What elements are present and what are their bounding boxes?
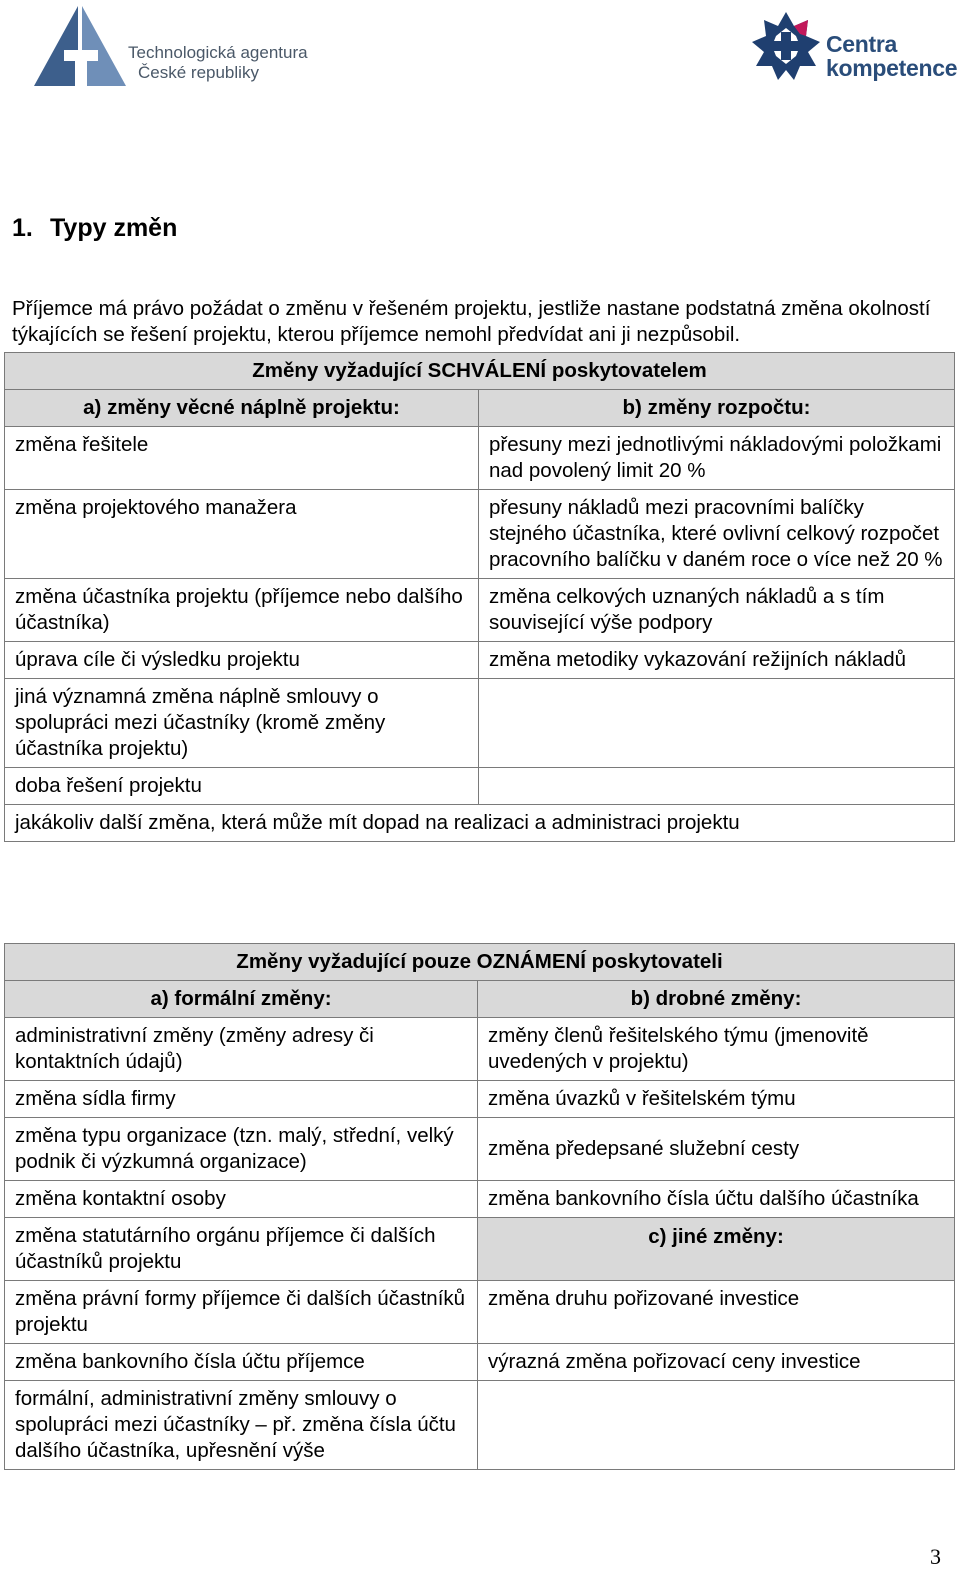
tacr-triangle-logo-icon — [34, 6, 129, 88]
table-row — [5, 1218, 955, 1281]
notice-cell-a: administrativní změny (změny adresy či kontaktních údajů) — [5, 1018, 478, 1081]
section-title: Typy změn — [50, 214, 178, 242]
approval-cell-a: jiná významná změna náplně smlouvy o spolupráci mezi účastníky (kromě změny účastníka projektu) — [5, 679, 479, 768]
tacr-logo-line1: Technologická agentura — [128, 43, 308, 62]
notice-col-b-header: b) drobné změny: — [478, 981, 955, 1018]
notice-cell-b: změna bankovního čísla účtu dalšího účastníka — [478, 1181, 955, 1218]
table-row — [5, 1381, 955, 1470]
table-row — [5, 679, 955, 768]
notice-table-title: Změny vyžadující pouze OZNÁMENÍ poskytovateli — [5, 944, 955, 981]
approval-cell-a: úprava cíle či výsledku projektu — [5, 642, 479, 679]
notice-cell-b: změna úvazků v řešitelském týmu — [478, 1081, 955, 1118]
table-row — [5, 490, 955, 579]
notice-cell-b: výrazná změna pořizovací ceny investice — [478, 1344, 955, 1381]
notice-cell-b: změny členů řešitelského týmu (jmenovitě uvedených v projektu) — [478, 1018, 955, 1081]
approval-table-title: Změny vyžadující SCHVÁLENÍ poskytovatelem — [5, 353, 955, 390]
table-row — [5, 1018, 955, 1081]
intro-paragraph: Příjemce má právo požádat o změnu v řešeném projektu, jestliže nastane podstatná změna okolností týkajících se řešení projektu, kterou příjemce nemohl předvídat ani ji nezpůsobil. — [12, 296, 931, 346]
notice-cell-a: změna bankovního čísla účtu příjemce — [5, 1344, 478, 1381]
table-row — [5, 1181, 955, 1218]
table-row — [5, 642, 955, 679]
approval-cell-a: doba řešení projektu — [5, 768, 479, 805]
notice-table — [4, 943, 955, 1470]
approval-col-a-header: a) změny věcné náplně projektu: — [5, 390, 479, 427]
notice-cell-a: formální, administrativní změny smlouvy o spolupráci mezi účastníky – př. změna čísla účtu dalšího účastníka, upřesnění výše — [5, 1381, 478, 1470]
table-row — [5, 579, 955, 642]
approval-cell-a: změna řešitele — [5, 427, 479, 490]
notice-cell-a: změna statutárního orgánu příjemce či dalších účastníků projektu — [5, 1218, 478, 1281]
centra-logo-line1: Centra — [826, 31, 898, 57]
approval-cell-b — [479, 768, 955, 805]
notice-cell-b — [478, 1381, 955, 1470]
tacr-logo — [34, 6, 334, 88]
table-row — [5, 427, 955, 490]
table-row — [5, 1081, 955, 1118]
notice-col-c-header: c) jiné změny: — [478, 1218, 955, 1281]
table-row — [5, 805, 955, 842]
section-number: 1. — [12, 214, 33, 242]
approval-col-b-header: b) změny rozpočtu: — [479, 390, 955, 427]
tacr-logo-line2: České republiky — [138, 63, 259, 82]
notice-cell-a: změna sídla firmy — [5, 1081, 478, 1118]
page-number: 3 — [930, 1544, 941, 1569]
notice-cell-a: změna typu organizace (tzn. malý, střední, velký podnik či výzkumná organizace) — [5, 1118, 478, 1181]
approval-table — [4, 352, 955, 842]
centra-kompetence-logo — [750, 10, 958, 82]
approval-cell-b: přesuny mezi jednotlivými nákladovými položkami nad povolený limit 20 % — [479, 427, 955, 490]
notice-cell-a: změna kontaktní osoby — [5, 1181, 478, 1218]
notice-cell-b: změna předepsané služební cesty — [478, 1118, 955, 1181]
table-row — [5, 1344, 955, 1381]
approval-footer-cell: jakákoliv další změna, která může mít dopad na realizaci a administraci projektu — [5, 805, 955, 842]
notice-cell-b: změna druhu pořizované investice — [478, 1281, 955, 1344]
notice-cell-a: změna právní formy příjemce či dalších účastníků projektu — [5, 1281, 478, 1344]
approval-cell-b — [479, 679, 955, 768]
star-gear-logo-icon — [750, 10, 822, 82]
approval-cell-b: přesuny nákladů mezi pracovními balíčky stejného účastníka, které ovlivní celkový rozpočet pracovního balíčku v daném roce o více než 20 % — [479, 490, 955, 579]
approval-cell-b: změna metodiky vykazování režijních nákladů — [479, 642, 955, 679]
approval-cell-a: změna účastníka projektu (příjemce nebo dalšího účastníka) — [5, 579, 479, 642]
section-heading — [12, 214, 177, 243]
table-row — [5, 1281, 955, 1344]
table-row — [5, 768, 955, 805]
approval-cell-a: změna projektového manažera — [5, 490, 479, 579]
notice-col-a-header: a) formální změny: — [5, 981, 478, 1018]
approval-cell-b: změna celkových uznaných nákladů a s tím související výše podpory — [479, 579, 955, 642]
table-row — [5, 1118, 955, 1181]
centra-logo-line2: kompetence — [826, 55, 958, 81]
